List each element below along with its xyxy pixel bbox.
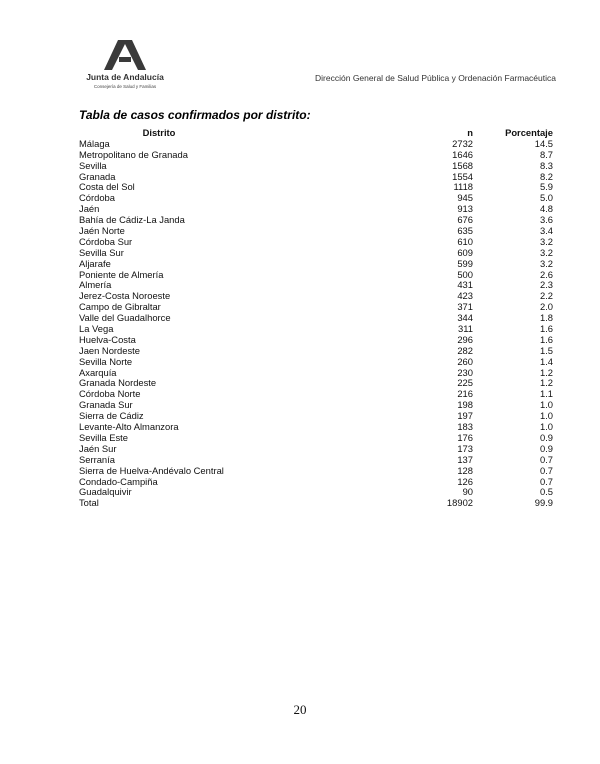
cell-n: 635 <box>457 225 473 237</box>
cell-total-n: 18902 <box>446 497 473 509</box>
table-header-row <box>79 128 553 139</box>
header-n: n <box>467 127 473 138</box>
cell-district: Condado-Campiña <box>79 475 158 487</box>
cell-percent: 3.2 <box>539 257 553 269</box>
cell-percent: 5.0 <box>539 192 553 204</box>
cell-percent: 1.6 <box>539 323 553 335</box>
cell-district: Córdoba Norte <box>79 388 141 400</box>
org-subtitle: Consejería de Salud y Familias <box>93 84 157 89</box>
table-row <box>79 433 553 444</box>
table-row <box>79 389 553 400</box>
cell-district: Jaén <box>79 203 100 215</box>
cell-total-label: Total <box>79 497 99 509</box>
cell-percent: 1.2 <box>539 366 553 378</box>
cell-n: 945 <box>457 192 473 204</box>
cell-district: Sierra de Cádiz <box>79 410 144 422</box>
cell-percent: 1.6 <box>539 333 553 345</box>
table-row <box>79 237 553 248</box>
cell-district: Jerez-Costa Noroeste <box>79 290 171 302</box>
cell-n: 230 <box>457 366 473 378</box>
section-title: Tabla de casos confirmados por distrito: <box>79 108 311 122</box>
cell-percent: 1.0 <box>539 399 553 411</box>
cell-percent: 14.5 <box>534 137 553 149</box>
cell-percent: 8.7 <box>539 148 553 160</box>
table-row <box>79 477 553 488</box>
cell-n: 609 <box>457 246 473 258</box>
table-row <box>79 270 553 281</box>
cell-district: Axarquía <box>79 366 117 378</box>
table-row <box>79 193 553 204</box>
table-total-row <box>79 498 553 509</box>
cell-percent: 1.5 <box>539 344 553 356</box>
table-row <box>79 422 553 433</box>
cell-n: 198 <box>457 399 473 411</box>
cell-n: 1646 <box>452 148 473 160</box>
cell-district: Sierra de Huelva-Andévalo Central <box>79 464 224 476</box>
table-row <box>79 161 553 172</box>
cell-n: 371 <box>457 301 473 313</box>
cell-n: 1568 <box>452 159 473 171</box>
cell-n: 128 <box>457 464 473 476</box>
cell-district: Sevilla Norte <box>79 355 133 367</box>
cell-district: Jaén Sur <box>79 442 117 454</box>
cases-by-district-table <box>79 128 553 509</box>
cell-percent: 1.2 <box>539 377 553 389</box>
table-row <box>79 324 553 335</box>
cell-district: Granada Nordeste <box>79 377 157 389</box>
cell-district: Aljarafe <box>79 257 111 269</box>
cell-n: 90 <box>462 486 473 498</box>
cell-district: La Vega <box>79 323 114 335</box>
table-row <box>79 335 553 346</box>
cell-percent: 0.7 <box>539 464 553 476</box>
cell-n: 431 <box>457 279 473 291</box>
cell-n: 282 <box>457 344 473 356</box>
cell-district: Jaén Norte <box>79 225 125 237</box>
cell-percent: 2.0 <box>539 301 553 313</box>
cell-district: Huelva-Costa <box>79 333 136 345</box>
cell-percent: 1.4 <box>539 355 553 367</box>
junta-a-emblem-icon <box>102 40 148 70</box>
header-porcentaje: Porcentaje <box>505 127 553 138</box>
cell-n: 176 <box>457 431 473 443</box>
table-row <box>79 346 553 357</box>
table-row <box>79 215 553 226</box>
cell-percent: 0.5 <box>539 486 553 498</box>
cell-percent: 0.7 <box>539 453 553 465</box>
cell-n: 137 <box>457 453 473 465</box>
cell-percent: 1.1 <box>539 388 553 400</box>
cell-district: Granada Sur <box>79 399 133 411</box>
table-row <box>79 172 553 183</box>
cell-district: Bahía de Cádiz-La Janda <box>79 214 185 226</box>
cell-n: 676 <box>457 214 473 226</box>
table-row <box>79 466 553 477</box>
table-row <box>79 487 553 498</box>
cell-percent: 0.9 <box>539 431 553 443</box>
cell-percent: 4.8 <box>539 203 553 215</box>
table-row <box>79 150 553 161</box>
junta-logo <box>80 40 170 96</box>
table-row <box>79 259 553 270</box>
cell-percent: 1.0 <box>539 421 553 433</box>
cell-district: Sevilla <box>79 159 107 171</box>
cell-district: Córdoba <box>79 192 115 204</box>
table-row <box>79 226 553 237</box>
cell-percent: 1.0 <box>539 410 553 422</box>
cell-n: 126 <box>457 475 473 487</box>
cell-n: 197 <box>457 410 473 422</box>
cell-district: Málaga <box>79 137 110 149</box>
cell-district: Sevilla Este <box>79 431 128 443</box>
cell-district: Metropolitano de Granada <box>79 148 188 160</box>
cell-district: Almería <box>79 279 112 291</box>
org-name: Junta de Andalucía <box>86 72 164 82</box>
cell-district: Valle del Guadalhorce <box>79 312 171 324</box>
cell-n: 610 <box>457 235 473 247</box>
table-row <box>79 248 553 259</box>
cell-district: Guadalquivir <box>79 486 132 498</box>
cell-percent: 3.4 <box>539 225 553 237</box>
cell-district: Costa del Sol <box>79 181 135 193</box>
header-distrito: Distrito <box>142 127 176 138</box>
cell-percent: 1.8 <box>539 312 553 324</box>
cell-percent: 8.2 <box>539 170 553 182</box>
cell-n: 173 <box>457 442 473 454</box>
cell-percent: 8.3 <box>539 159 553 171</box>
cell-percent: 2.3 <box>539 279 553 291</box>
cell-percent: 0.9 <box>539 442 553 454</box>
page-number: 20 <box>293 702 307 717</box>
cell-n: 2732 <box>452 137 473 149</box>
cell-n: 913 <box>457 203 473 215</box>
cell-district: Sevilla Sur <box>79 246 124 258</box>
cell-n: 1118 <box>453 181 473 193</box>
cell-n: 260 <box>457 355 473 367</box>
table-row <box>79 455 553 466</box>
cell-district: Levante-Alto Almanzora <box>79 421 179 433</box>
cell-n: 500 <box>457 268 473 280</box>
table-row <box>79 444 553 455</box>
cell-n: 311 <box>458 323 473 335</box>
table-row <box>79 378 553 389</box>
cell-percent: 2.2 <box>539 290 553 302</box>
cell-n: 344 <box>457 312 473 324</box>
cell-percent: 2.6 <box>539 268 553 280</box>
cell-n: 216 <box>457 388 473 400</box>
cell-n: 1554 <box>452 170 473 182</box>
cell-district: Poniente de Almería <box>79 268 164 280</box>
cell-n: 296 <box>457 333 473 345</box>
cell-percent: 3.2 <box>539 246 553 258</box>
cell-n: 599 <box>457 257 473 269</box>
cell-district: Serranía <box>79 453 115 465</box>
cell-n: 225 <box>457 377 473 389</box>
header-directorate: Dirección General de Salud Pública y Ordenación Farmacéutica <box>315 73 556 83</box>
cell-district: Campo de Gibraltar <box>79 301 161 313</box>
cell-total-percent: 99.9 <box>534 497 553 509</box>
cell-percent: 0.7 <box>539 475 553 487</box>
table-row <box>79 182 553 193</box>
cell-district: Córdoba Sur <box>79 235 133 247</box>
cell-percent: 3.2 <box>539 235 553 247</box>
table-row <box>79 357 553 368</box>
cell-percent: 3.6 <box>539 214 553 226</box>
table-row <box>79 400 553 411</box>
cell-n: 183 <box>457 421 473 433</box>
cell-district: Granada <box>79 170 116 182</box>
cell-district: Jaen Nordeste <box>79 344 140 356</box>
cell-percent: 5.9 <box>539 181 553 193</box>
cell-n: 423 <box>457 290 473 302</box>
table-row <box>79 313 553 324</box>
